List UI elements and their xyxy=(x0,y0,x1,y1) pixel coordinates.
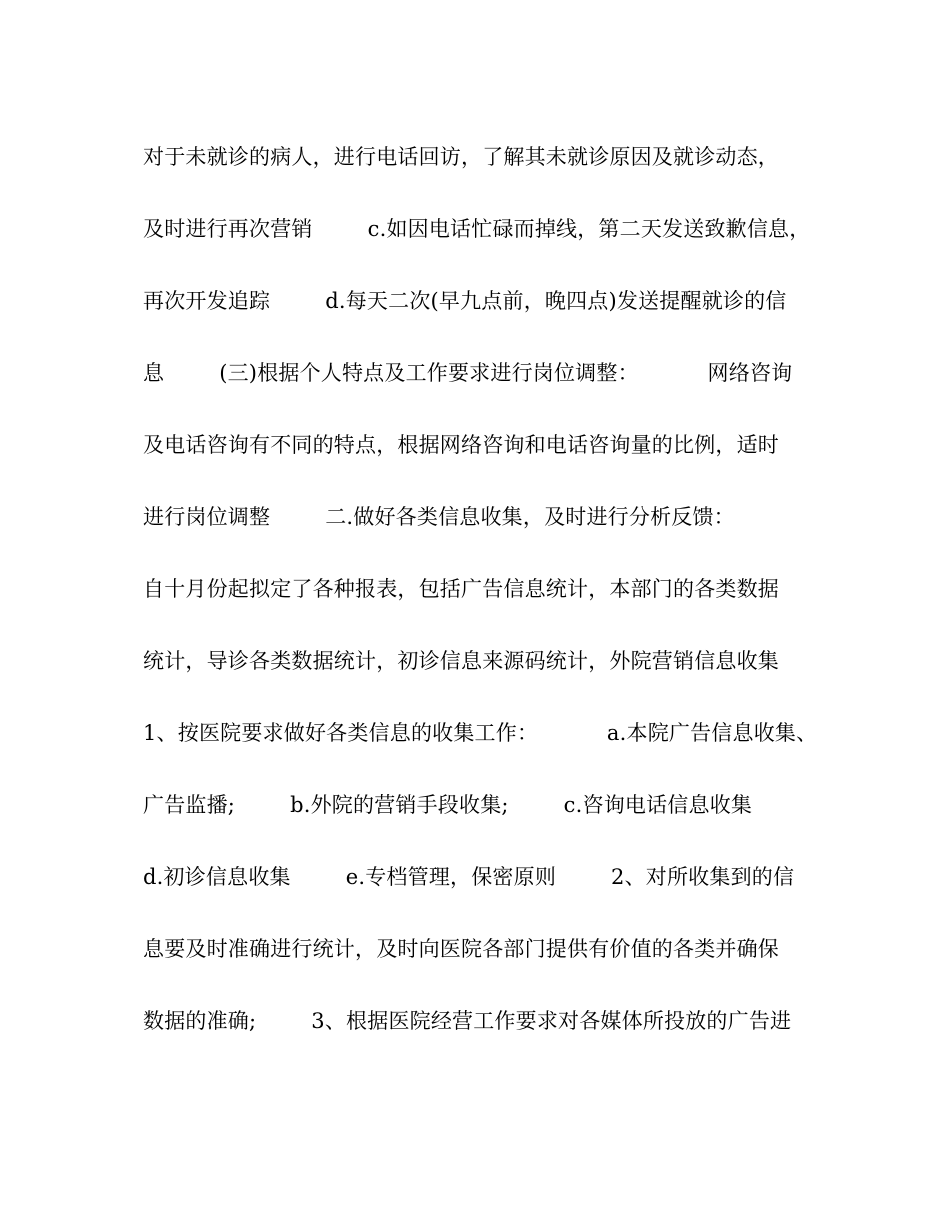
text-line: 1、按医院要求做好各类信息的收集工作： a.本院广告信息收集、 xyxy=(143,721,818,745)
text-line: 进行岗位调整 二.做好各类信息收集，及时进行分析反馈： xyxy=(143,505,735,529)
text-line: 再次开发追踪 d.每天二次(早九点前，晚四点)发送提醒就诊的信 xyxy=(143,289,787,313)
text-line: d.初诊信息收集 e.专档管理，保密原则 2、对所收集到的信 xyxy=(143,865,795,889)
text-line: 自十月份起拟定了各种报表，包括广告信息统计，本部门的各类数据 xyxy=(143,577,779,601)
text-line: 及时进行再次营销 c.如因电话忙碌而掉线，第二天发送致歉信息， xyxy=(143,217,811,241)
text-line: 息 (三)根据个人特点及工作要求进行岗位调整： 网络咨询 xyxy=(143,361,793,385)
text-line: 息要及时准确进行统计，及时向医院各部门提供有价值的各类并确保 xyxy=(143,937,779,961)
text-line: 数据的准确; 3、根据医院经营工作要求对各媒体所投放的广告进 xyxy=(143,1009,792,1033)
text-line: 统计，导诊各类数据统计，初诊信息来源码统计，外院营销信息收集 xyxy=(143,649,779,673)
text-line: 及电话咨询有不同的特点，根据网络咨询和电话咨询量的比例，适时 xyxy=(143,433,779,457)
text-line: 对于未就诊的病人，进行电话回访，了解其未就诊原因及就诊动态， xyxy=(143,145,779,169)
text-line: 广告监播; b.外院的营销手段收集; c.咨询电话信息收集 xyxy=(143,793,753,817)
